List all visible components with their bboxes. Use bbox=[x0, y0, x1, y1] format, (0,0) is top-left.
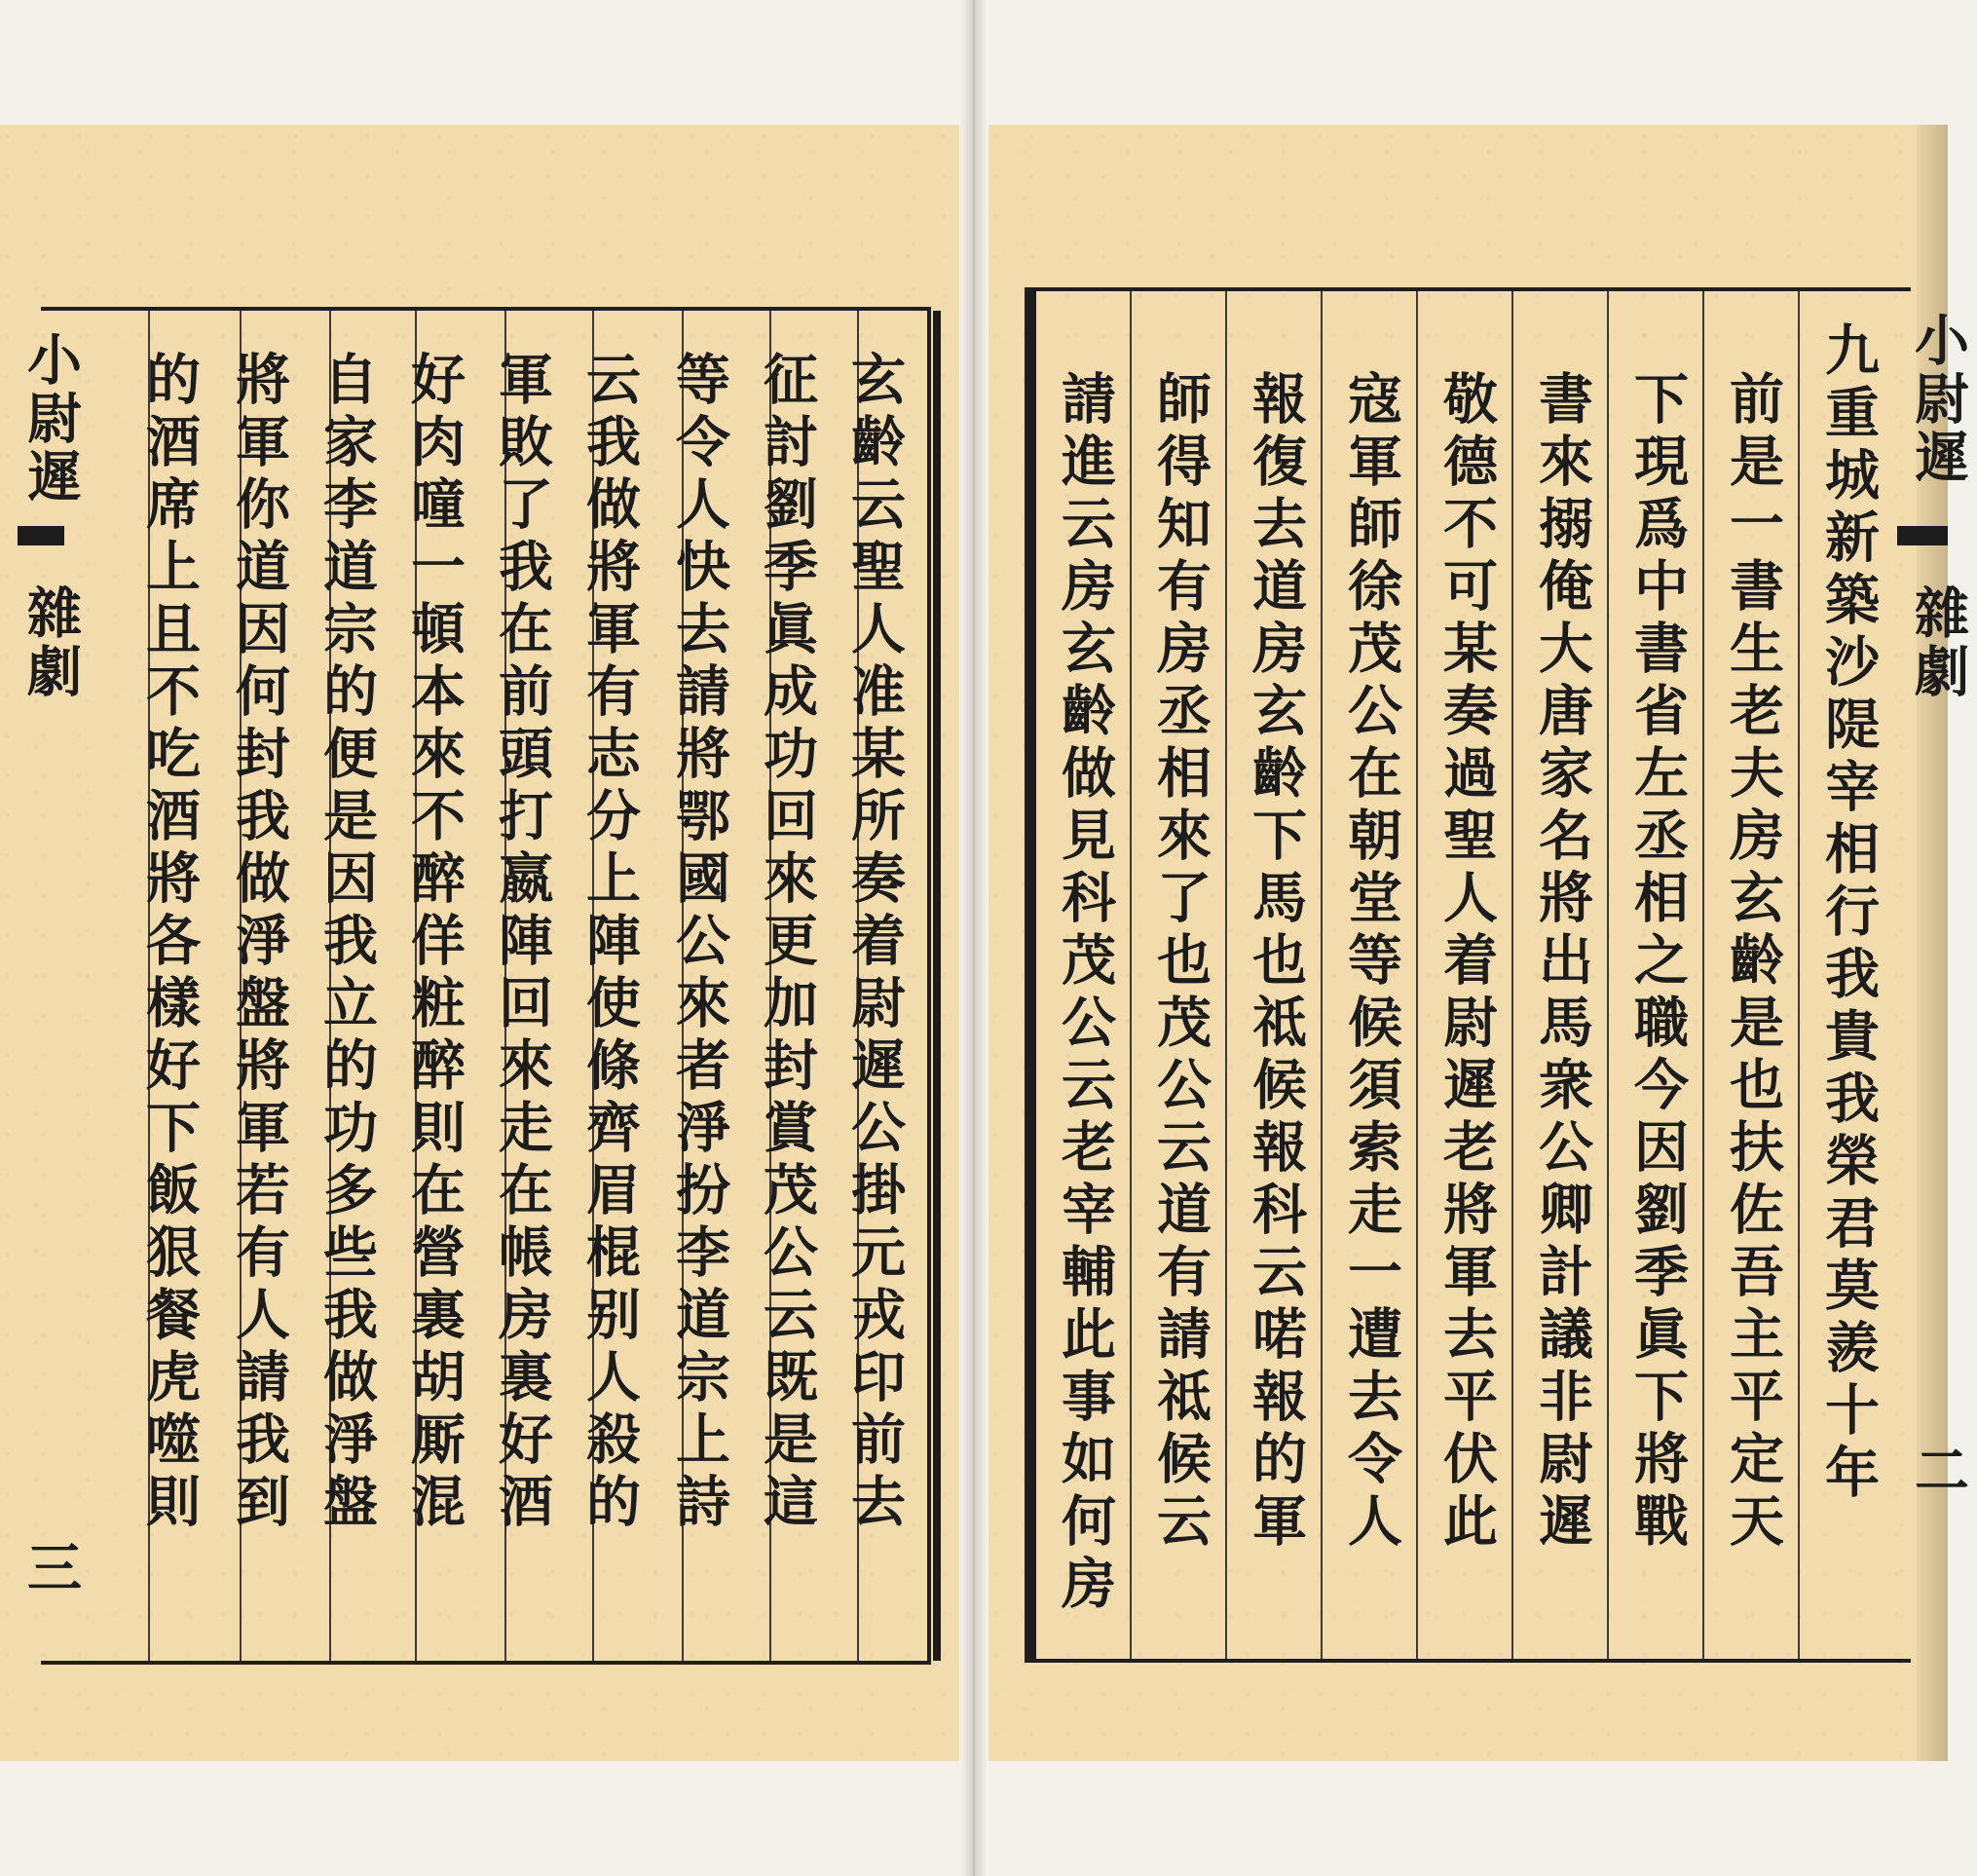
left-text-column-3: 等令人快去請將鄂國公來者淨扮李道宗上詩 bbox=[667, 351, 731, 1535]
right-margin-folio: 二 bbox=[1906, 1442, 1970, 1500]
right-text-column-7: 報復去道房玄齡下馬也祗候報科云喏報的軍 bbox=[1244, 370, 1308, 1555]
right-text-column-6: 寇軍師徐茂公在朝堂等候須索走一遭去令人 bbox=[1339, 370, 1403, 1555]
fish-tail-mark bbox=[1897, 526, 1948, 545]
left-text-column-2: 征討劉季眞成功回來更加封賞茂公云既是這 bbox=[755, 351, 819, 1535]
right-text-column-3: 下現爲中書省左丞相之職今因劉季眞下將戰 bbox=[1625, 370, 1690, 1555]
right-margin-title: 小尉遲 bbox=[1906, 312, 1970, 487]
left-text-column-4: 云我做將軍有志分上陣使條齊眉棍别人殺的 bbox=[578, 351, 642, 1535]
right-margin-section: 雜劇 bbox=[1906, 584, 1970, 701]
block-edge-rule bbox=[1028, 291, 1036, 1659]
left-margin-title: 小尉遲 bbox=[19, 331, 83, 507]
column-rule bbox=[1416, 291, 1418, 1659]
left-margin-section: 雜劇 bbox=[19, 584, 83, 701]
right-text-column-8: 師得知有房丞相來了也茂公云道有請祗候云 bbox=[1148, 370, 1212, 1555]
left-text-column-9: 的酒席上且不吃酒將各樣好下飯狠餐虎噬則 bbox=[137, 351, 202, 1535]
block-edge-rule bbox=[933, 311, 941, 1661]
column-rule bbox=[1225, 291, 1227, 1659]
column-rule bbox=[1798, 291, 1800, 1659]
column-rule bbox=[1607, 291, 1609, 1659]
left-margin-folio: 三 bbox=[19, 1539, 83, 1597]
fish-tail-mark bbox=[18, 526, 64, 545]
right-text-column-9: 請進云房玄齡做見科茂公云老宰輔此事如何房 bbox=[1053, 370, 1117, 1617]
left-text-column-6: 好肉噇一頓本來不醉佯粧醉則在營裏胡厮混 bbox=[402, 351, 466, 1535]
left-text-column-8: 將軍你道因何封我做淨盤將軍若有人請我到 bbox=[227, 351, 291, 1535]
right-text-column-4: 書來搦俺大唐家名將出馬衆公卿計議非尉遲 bbox=[1530, 370, 1594, 1555]
left-text-column-7: 自家李道宗的便是因我立的功多些我做淨盤 bbox=[315, 351, 379, 1535]
column-rule bbox=[1511, 291, 1513, 1659]
left-text-column-1: 玄齡云聖人准某所奏着尉遲公掛元戎印前去 bbox=[842, 351, 907, 1535]
right-text-column-5: 敬德不可某奏過聖人着尉遲老將軍去平伏此 bbox=[1435, 370, 1499, 1555]
right-text-column-2: 前是一書生老夫房玄齡是也扶佐吾主平定天 bbox=[1721, 370, 1785, 1555]
book-gutter bbox=[959, 0, 988, 1876]
column-rule bbox=[1130, 291, 1132, 1659]
left-text-column-5: 軍敗了我在前頭打嬴陣回來走在帳房裏好酒 bbox=[490, 351, 554, 1535]
right-text-column-1: 九重城新築沙隄宰相行我貴我榮君莫羨十年 bbox=[1816, 321, 1881, 1506]
column-rule bbox=[1321, 291, 1323, 1659]
column-rule bbox=[1702, 291, 1704, 1659]
